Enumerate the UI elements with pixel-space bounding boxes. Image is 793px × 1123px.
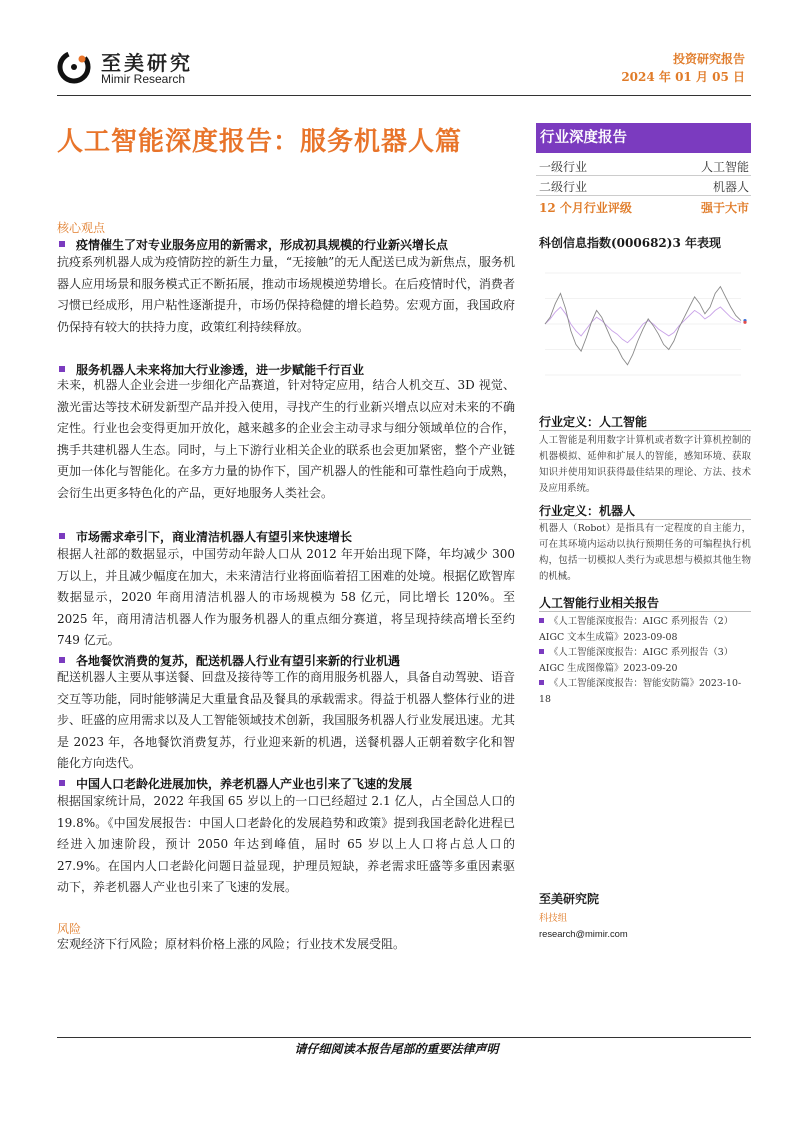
point-heading: 服务机器人未来将加大行业渗透，进一步赋能千行百业: [59, 361, 364, 378]
point-body: 抗疫系列机器人成为疫情防控的新生力量，“无接触”的无人配送已成为新焦点，服务机器人应用场景和服务模式正不断拓展，推动市场规模逆势增长。在后疫情时代，消费者习惯已经成形，用户粘性逐渐提升，市场仍保持稳健的增长趋势。宏观方面，我国政府仍保持有较大的扶持力度，政策红利持续释放。: [57, 255, 515, 334]
bullet-square-icon: [539, 680, 544, 685]
row-divider: [536, 195, 751, 196]
header-divider: [57, 95, 751, 96]
org-email-link[interactable]: research@mimir.com: [539, 928, 628, 939]
core-view-heading: 核心观点: [57, 221, 106, 235]
risk-heading: 风险: [57, 922, 82, 936]
point-heading: 中国人口老龄化进展加快，养老机器人产业也引来了飞速的发展: [59, 775, 412, 792]
org-name: 至美研究院: [539, 892, 600, 906]
bullet-square-icon: [59, 780, 65, 786]
org-department: 科技组: [539, 913, 568, 924]
logo-mark-icon: [57, 50, 91, 84]
definition-robot-heading: 行业定义：机器人: [539, 504, 636, 518]
point-heading: 疫情催生了对专业服务应用的新需求，形成初具规模的行业新兴增长点: [59, 236, 448, 253]
page-title: 人工智能深度报告：服务机器人篇: [57, 127, 463, 157]
industry-rating-value: 强于大市: [700, 201, 749, 215]
bullet-square-icon: [59, 366, 65, 372]
related-report-item[interactable]: 《人工智能深度报告：AIGC 系列报告（3）AIGC 生成图像篇》2023-09-20: [539, 647, 734, 674]
point-heading: 各地餐饮消费的复苏，配送机器人行业有望引来新的行业机遇: [59, 652, 400, 669]
section-divider: [539, 519, 751, 520]
industry-level2-label: 二级行业: [539, 180, 588, 194]
industry-rating-label: 12 个月行业评级: [539, 201, 632, 215]
industry-rating-row: [539, 199, 749, 216]
report-category-box: 行业深度报告: [536, 123, 751, 153]
definition-ai-text: 人工智能是利用数字计算机或者数字计算机控制的机器模拟、延伸和扩展人的智能，感知环境、获取知识并使用知识获得最佳结果的理论、方法、技术及应用系统。: [539, 435, 751, 494]
industry-level1-label: 一级行业: [539, 160, 588, 174]
point-body: 根据国家统计局，2022 年我国 65 岁以上的一口已经超过 2.1 亿人，占全国总人口的 19.8%。《中国发展报告：中国人口老龄化的发展趋势和政策》提到我国老龄化进程已经进入加速阶段，预计 2050 年达到峰值，届时 65 岁以上人口将占总人口的 27.9%。在国内人口老龄化问题日益显现，护理员短缺，养老需求旺盛等多重因素驱动下，养老机器人产业也引来了飞速的发展。: [57, 794, 515, 895]
chart-title: 科创信息指数(000682)3 年表现: [539, 236, 721, 250]
risk-text: 宏观经济下行风险；原材料价格上涨的风险；行业技术发展受阻。: [57, 937, 406, 951]
bullet-square-icon: [59, 657, 65, 663]
index-performance-chart: [539, 259, 751, 389]
section-divider: [539, 611, 751, 612]
point-heading: 市场需求牵引下，商业清洁机器人有望引来快速增长: [59, 528, 352, 545]
bullet-square-icon: [59, 533, 65, 539]
bullet-square-icon: [539, 649, 544, 654]
footer-divider: [57, 1037, 751, 1038]
related-report-item[interactable]: 《人工智能深度报告：AIGC 系列报告（2）AIGC 文本生成篇》2023-09-08: [539, 616, 734, 643]
point-body: 根据人社部的数据显示，中国劳动年龄人口从 2012 年开始出现下降，年均减少 300 万以上，并且减少幅度在加大，未来清洁行业将面临着招工困难的处境。根据亿欧智库数据显示，2020 年商用清洁机器人的市场规模为 58 亿元，同比增长 120%。至 2025 年，商用清洁机器人作为服务机器人的重点细分赛道，将呈现持续高增长至约 749 亿元。: [57, 547, 515, 648]
industry-level2-row: [539, 178, 749, 195]
point-body: 未来，机器人企业会进一步细化产品赛道，针对特定应用，结合人机交互、3D 视觉、激光雷达等技术研发新型产品并投入使用，寻找产生的行业新兴增点以应对未来的不确定性。行业也会变得更加开放化，越来越多的企业会主动寻求与细分领域单位的合作，携手共建机器人生态。同时，与上下游行业相关企业的联系也会更加紧密，整个产业链更加一体化与智能化。在多方力量的协作下，国产机器人的性能和可靠性趋向于成熟，会衍生出更多特色化的产品，更好地服务人类社会。: [57, 378, 515, 500]
legal-notice: 请仔细阅读本报告尾部的重要法律声明: [294, 1042, 499, 1056]
definition-ai-heading: 行业定义：人工智能: [539, 415, 648, 429]
section-divider: [539, 430, 751, 431]
brand-name-cn: 至美研究: [101, 51, 193, 75]
series-end-point: [743, 321, 746, 324]
industry-level1-row: [539, 158, 749, 175]
bullet-square-icon: [59, 241, 65, 247]
brand-name-en: Mimir Research: [101, 72, 186, 86]
series-line-benchmark: [545, 307, 741, 343]
bullet-square-icon: [539, 618, 544, 623]
related-reports-heading: 人工智能行业相关报告: [539, 596, 660, 610]
definition-robot-text: 机器人（Robot）是指具有一定程度的自主能力，可在其环境内运动以执行预期任务的可编程执行机构，包括一切模拟人类行为或思想与模拟其他生物的机械。: [539, 523, 751, 582]
industry-level2-value: 机器人: [712, 180, 749, 194]
report-type: 投资研究报告: [672, 52, 745, 66]
point-body: 配送机器人主要从事送餐、回盘及接待等工作的商用服务机器人，具备自动驾驶、语音交互等功能，同时能够满足大重量食品及餐具的承载需求。得益于机器人整体行业的进步、旺盛的应用需求以及人工智能领域技术创新，我国服务机器人行业发展迅速。尤其是 2023 年，各地餐饮消费复苏，行业迎来新的机遇，送餐机器人正朝着数字化和智能化方向迭代。: [57, 670, 515, 771]
related-report-item[interactable]: 《人工智能深度报告：智能安防篇》2023-10-18: [539, 678, 742, 705]
row-divider: [536, 175, 751, 176]
industry-level1-value: 人工智能: [700, 160, 749, 174]
report-date: 2024 年 01 月 05 日: [621, 70, 745, 84]
